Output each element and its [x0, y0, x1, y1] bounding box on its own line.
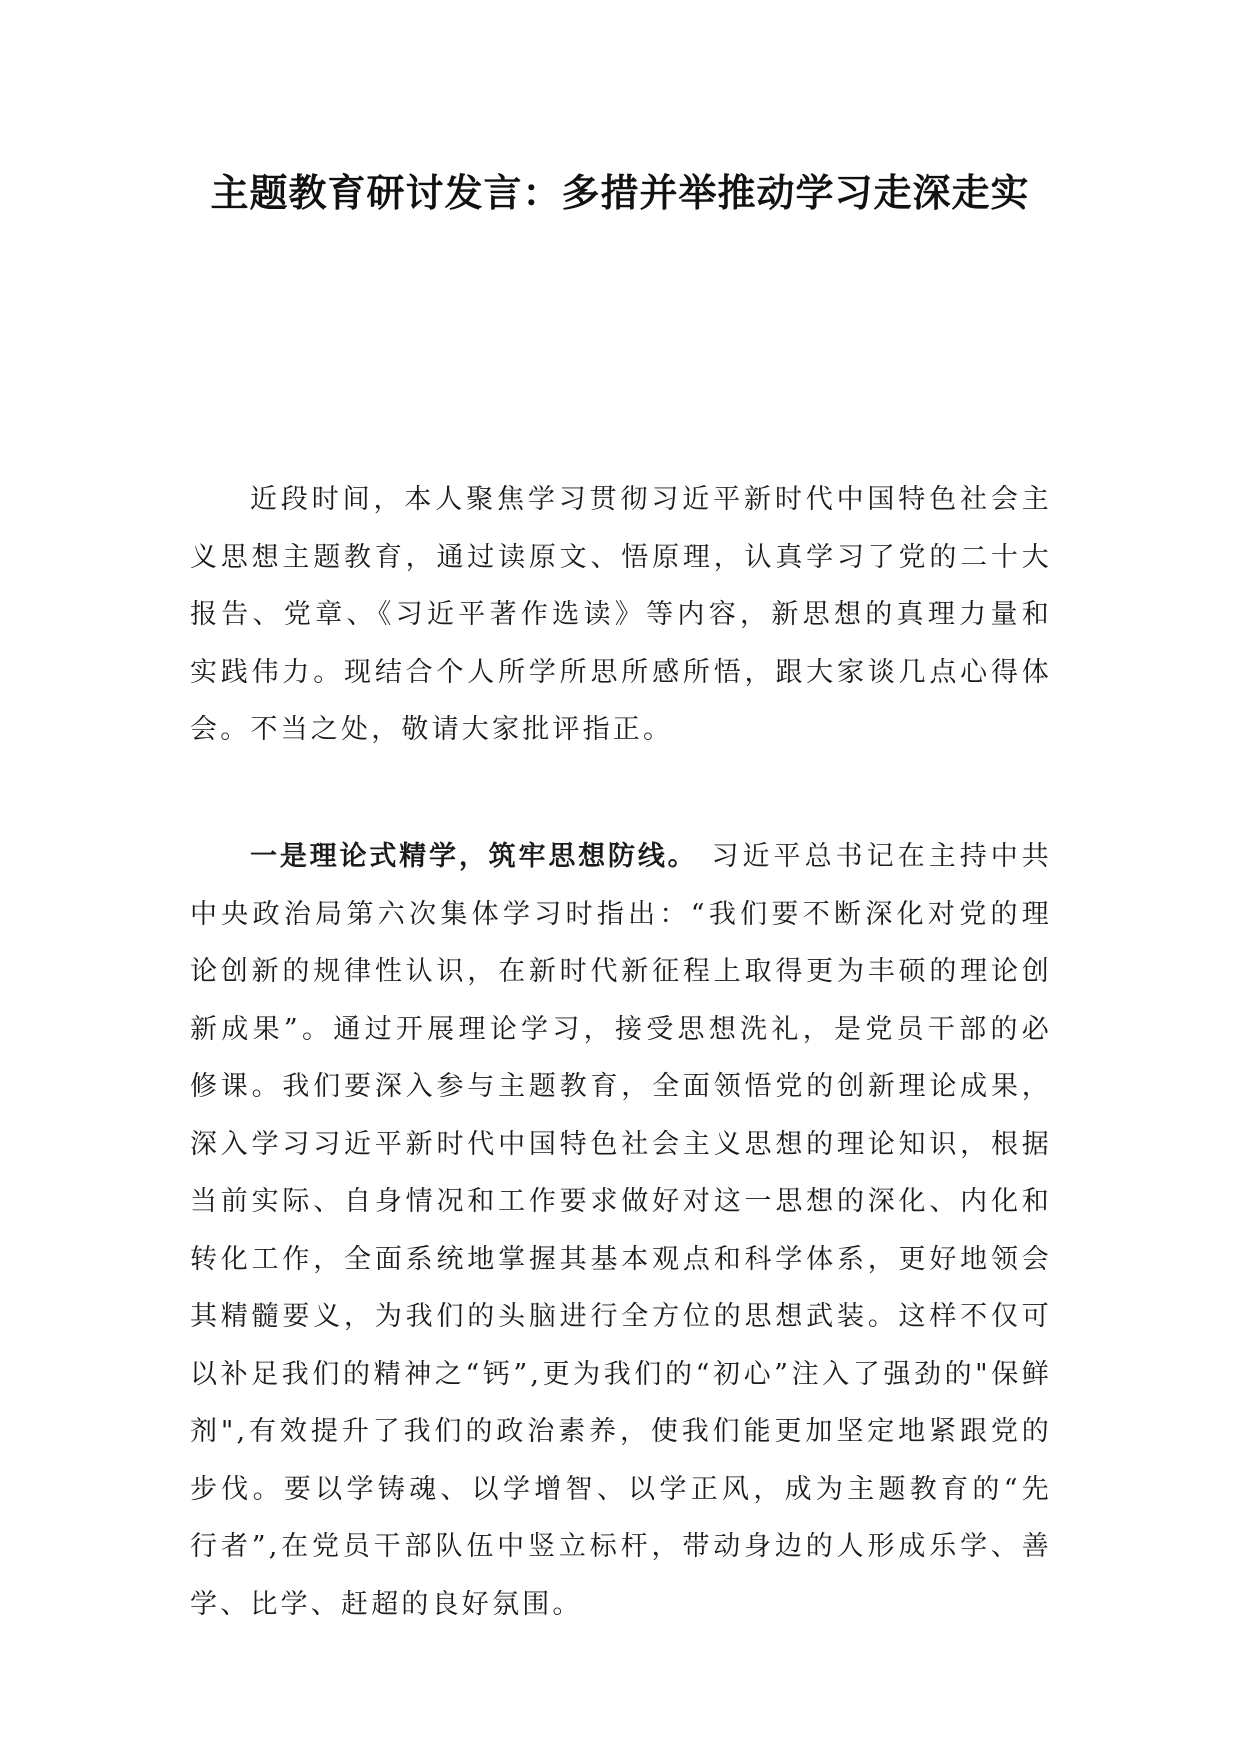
section-1-lead: 一是理论式精学，筑牢思想防线。: [250, 841, 698, 872]
section-1-paragraph: [190, 828, 1052, 1633]
intro-paragraph: 近段时间，本人聚焦学习贯彻习近平新时代中国特色社会主义思想主题教育，通过读原文、悟原理，认真学习了党的二十大报告、党章、《习近平著作选读》等内容，新思想的真理力量和实践伟力。现结合个人所学所思所感所悟，跟大家谈几点心得体会。不当之处，敬请大家批评指正。: [190, 484, 1052, 745]
document-title: 主题教育研讨发言：多措并举推动学习走深走实: [210, 171, 1030, 215]
section-1-body: 习近平总书记在主持中共中央政治局第六次集体学习时指出：“我们要不断深化对党的理论创新的规律性认识，在新时代新征程上取得更为丰硕的理论创新成果”。通过开展理论学习，接受思想洗礼，是党员干部的必修课。我们要深入参与主题教育，全面领悟党的创新理论成果，深入学习习近平新时代中国特色社会主义思想的理论知识，根据当前实际、自身情况和工作要求做好对这一思想的深化、内化和转化工作，全面系统地掌握其基本观点和科学体系，更好地领会其精髓要义，为我们的头脑进行全方位的思想武装。这样不仅可以补足我们的精神之“钙”,更为我们的“初心”注入了强劲的"保鲜剂",有效提升了我们的政治素养，使我们能更加坚定地紧跟党的步伐。要以学铸魂、以学增智、以学正风，成为主题教育的“先行者”,在党员干部队伍中竖立标杆，带动身边的人形成乐学、善学、比学、赶超的良好氛围。: [190, 841, 1053, 1620]
